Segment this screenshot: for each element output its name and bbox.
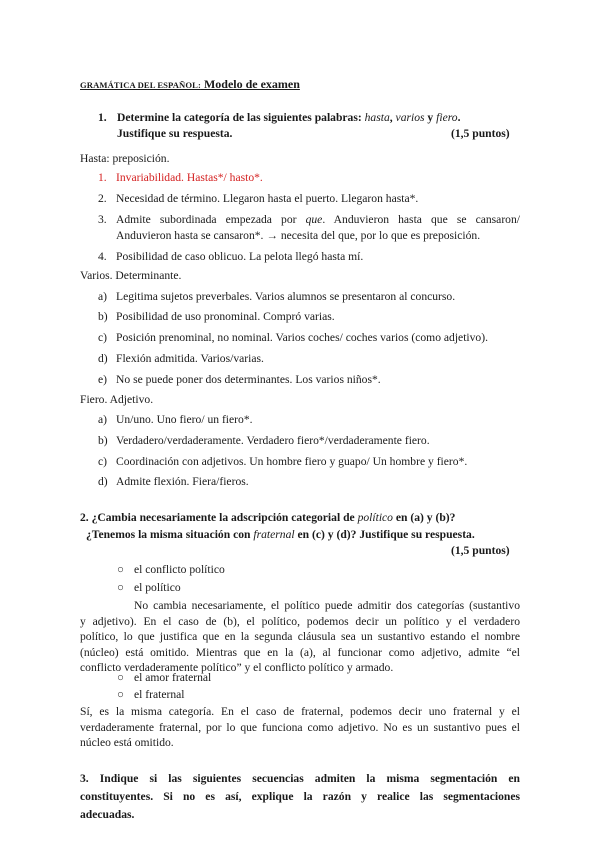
varios-item-e-label: e) — [98, 373, 108, 386]
varios-item-c-label: c) — [98, 331, 108, 344]
q2-example-a: el conflicto político — [134, 563, 225, 576]
fiero-heading: Fiero. Adjetivo. — [80, 393, 154, 406]
fiero-item-a-label: a) — [98, 413, 108, 426]
bullet-4: ○ — [117, 688, 125, 701]
bullet-2: ○ — [117, 581, 125, 594]
q1-prompt-line2: Justifique su respuesta. — [117, 127, 233, 140]
q2-prompt-line1: 2. ¿Cambia necesariamente la adscripción categorial de político en (a) y (b)? — [80, 511, 456, 524]
varios-item-b: Posibilidad de uso pronominal. Compró varias. — [116, 310, 335, 323]
q2-points: (1,5 puntos) — [451, 544, 510, 557]
q2-prompt-line2: ¿Tenemos la misma situación con fraternal en (c) y (d)? Justifique su respuesta. — [86, 528, 475, 541]
fiero-item-a: Un/uno. Uno fiero/ un fiero*. — [116, 413, 253, 426]
fiero-item-c-label: c) — [98, 455, 108, 468]
q2-example-d: el fraternal — [134, 688, 185, 701]
bullet-1: ○ — [117, 563, 125, 576]
fiero-item-b: Verdadero/verdaderamente. Verdadero fiero*/verdaderamente fiero. — [116, 434, 430, 447]
hasta-item-3-number: 3. — [98, 213, 107, 226]
bullet-3: ○ — [117, 671, 125, 684]
fiero-item-d: Admite flexión. Fiera/fieros. — [116, 475, 249, 488]
varios-heading: Varios. Determinante. — [80, 269, 182, 282]
hasta-item-2-number: 2. — [98, 192, 107, 205]
varios-item-d: Flexión admitida. Varios/varias. — [116, 352, 264, 365]
q2-example-b: el político — [134, 581, 181, 594]
header-prefix: GRAMÁTICA DEL ESPAÑOL: — [80, 80, 201, 90]
hasta-item-1-number: 1. — [98, 171, 107, 184]
hasta-item-3-line2: Anduvieron hasta se cansaron*. → necesita del que, por lo que es preposición. — [116, 229, 481, 242]
q2-example-c: el amor fraternal — [134, 671, 212, 684]
hasta-item-2: Necesidad de término. Llegaron hasta el puerto. Llegaron hasta*. — [116, 192, 419, 205]
hasta-item-3-line1: Admite subordinada empezada por que. Anduvieron hasta que se cansaron/ — [116, 213, 520, 226]
varios-item-d-label: d) — [98, 352, 108, 365]
varios-item-c: Posición prenominal, no nominal. Varios coches/ coches varios (como adjetivo). — [116, 331, 488, 344]
hasta-item-1: Invariabilidad. Hastas*/ hasto*. — [116, 171, 263, 184]
fiero-item-c: Coordinación con adjetivos. Un hombre fiero y guapo/ Un hombre y fiero*. — [116, 455, 468, 468]
varios-item-b-label: b) — [98, 310, 108, 323]
q3-prompt: 3. Indique si las siguientes secuencias admiten la misma segmentación en constituyentes. Si no es así, explique la razón y realice las segmentaciones adecuadas. — [80, 772, 520, 821]
fiero-item-d-label: d) — [98, 475, 108, 488]
hasta-heading: Hasta: preposición. — [80, 152, 170, 165]
header-title: Modelo de examen — [200, 77, 300, 91]
varios-item-a-label: a) — [98, 290, 108, 303]
varios-item-a: Legitima sujetos preverbales. Varios alumnos se presentaron al concurso. — [116, 290, 456, 303]
hasta-item-4-number: 4. — [98, 250, 107, 263]
document-header — [80, 75, 300, 93]
fiero-item-b-label: b) — [98, 434, 108, 447]
q2-answer-1: No cambia necesariamente, el político puede admitir dos categorías (sustantivo y adjetivo). En el caso de (b), el político, podemos decir un político y el verdadero político, lo que justifica que en la segunda cláusula sea un sustantivo estando el nombre (núcleo) está omitido. Mientras que en la (a), al funcionar como adjetivo, admite “el conflicto verdaderamente político” y el conflicto político y armado. — [80, 599, 520, 675]
hasta-item-4: Posibilidad de caso oblicuo. La pelota llegó hasta mí. — [116, 250, 364, 263]
q1-points: (1,5 puntos) — [451, 127, 510, 140]
q1-prompt-line1: Determine la categoría de las siguientes palabras: hasta, varios y fiero. — [117, 111, 461, 124]
q1-number: 1. — [98, 111, 107, 124]
q2-answer-2: Sí, es la misma categoría. En el caso de fraternal, podemos decir uno fraternal y el verdaderamente fraternal, por lo que funciona como adjetivo. No es un sustantivo pues el núcleo está omitido. — [80, 705, 520, 750]
varios-item-e: No se puede poner dos determinantes. Los varios niños*. — [116, 373, 381, 386]
